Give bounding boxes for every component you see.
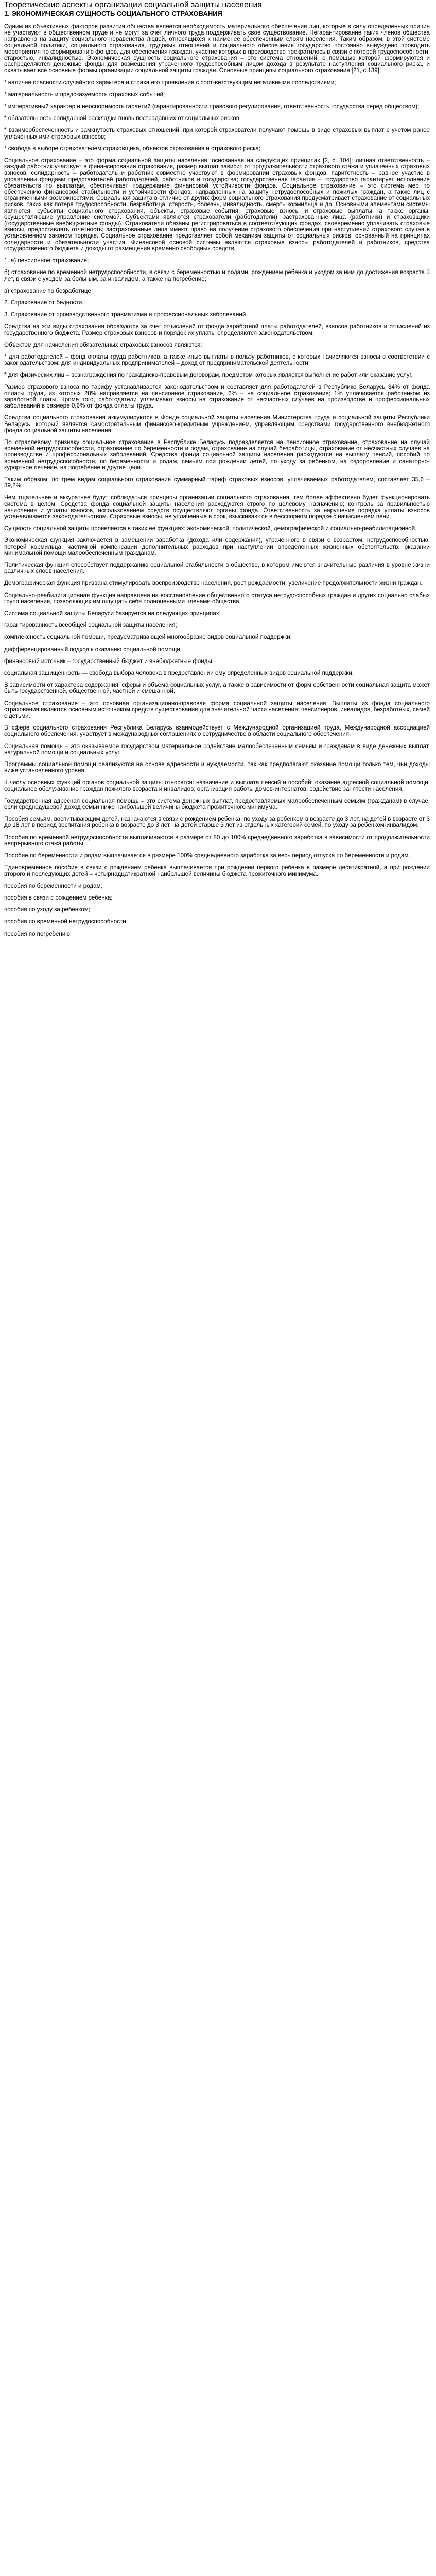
paragraph: В сфере социального страхования Республика Беларусь взаимодействует с Международной организацией труда, Международной ассоциацией социального обеспечения, участвует в международных соглашениях о сотрудничестве в области социального обеспечения.	[4, 724, 430, 738]
list-item: социальная защищенность — свобода выбора человека в предоставлении ему определенных видов социальной поддержки.	[4, 670, 354, 677]
paragraph: К числу основных функций органов социальной защиты относятся: назначение и выплата пенсий и пособий; оказание адресной социальной помощи; социальное обслуживание граждан пожилого возраста и инвалидов; организация работы домов-интернатов; содействие занятости населения.	[4, 779, 430, 792]
list-item: * для работодателей – фонд оплаты труда работников, а также иные выплаты в пользу работников, с которых начисляются взносы в соответствии с законодательством; для индивидуальных предпринимателей – доход от предпринимательской деятельности;	[4, 353, 430, 367]
list-item: 2. Страхование от бедности.	[4, 299, 84, 306]
paragraph: Объектом для начисления обязательных страховых взносов являются:	[4, 341, 202, 348]
paragraph: гарантированность всеобщей социальной защиты населения;	[4, 622, 177, 629]
paragraph: Социальное страхование – это основная организационно-правовая форма социальной защиты населения. Выплаты из фонда социального страхования являются основным источником средств существования для значительной части населения: пенсионеров, инвалидов, безработных, семей с детьми.	[4, 700, 430, 720]
list-item: * взаимообеспеченность и замкнутость страховых отношений, при которой страхователи получают помощь в виде страховых выплат с учетом ранее уплаченных ими страховых взносов;	[4, 127, 430, 140]
paragraph: Средства на эти виды страхования образуются за счет отчислений от фонда заработной платы работодателей, взносов работников и отчислений из государственного бюджета. Размер страховых взносов и порядок их уплаты определяются законодательством.	[4, 323, 430, 336]
list-item: пособия по временной нетрудоспособности;	[4, 918, 128, 925]
paragraph: Сущность социальной защиты проявляется в таких ее функциях: экономической, политической, демографической и социально-реабилитационной.	[4, 525, 417, 532]
paragraph: Единовременное пособие в связи с рождением ребенка выплачивается при рождении первого ребенка в размере десятикратной, а при рождении второго и последующих детей – четырнадцатикратной наибольшей величины бюджета прожиточного минимума.	[4, 864, 430, 877]
list-item: 3. Страхование от производственного травматизма и профессиональных заболеваний.	[4, 311, 248, 318]
list-item: пособия по погребению.	[4, 930, 72, 937]
paragraph: Социальное страхование – это форма социальной защиты населения, основанная на следующих принципах [2, с. 104]: личная ответственность – каждый работник участвует в финансировании страхования, размер выплат зависит от продолжительности страхового стажа и уплаченных страховых взносов; солидарность – работодатель и работник совместно участвуют в формировании страховых фондов; паритетность – равное участие в управлении фондами представителей работодателей, работников и государства; государственная гарантия – государство гарантирует исполнение обязательств по выплатам, обеспечивает поддержание финансовой устойчивости фондов. Социальное страхование – это система мер по обеспечению финансовой стабильности и устойчивости фондов, направленных на защиту нетрудоспособных и пожилых граждан, а также лиц с ограниченными возможностями. Социальная защита в отличие от других форм социального страхования предусматривает страхование от социальных рисков, таких как потеря трудоспособности, безработица, старость, болезнь, инвалидность, смерть кормильца и др. Основными элементами системы являются: субъекты социального страхования, объекты, страховые события, страховые взносы и страховые выплаты, а также органы, осуществляющие управление системой. Субъектами являются страхователи (работодатели), застрахованные лица (работники) и страховщики (государственные внебюджетные фонды). Страхователи обязаны регистрироваться в соответствующих фондах, своевременно уплачивать страховые взносы, предоставлять отчетность; застрахованные лица имеют право на получение страхового обеспечения при наступлении страхового случая в установленном законом порядке. Социальное страхование представляет собой механизм защиты от социальных рисков, основанный на принципах солидарности и обязательности участия. Финансовой основой системы являются страховые взносы работодателей и работников, средства государственного бюджета и доходы от размещения временно свободных средств.	[4, 157, 430, 252]
list-item: 1. а) пенсионное страхование;	[4, 257, 89, 264]
paragraph: пособия по беременности и родам;	[4, 882, 102, 889]
list-item: В зависимости от характера содержания, сферы и объема социальных услуг, а также в зависимости от форм собственности социальная защита может быть государственной, общественной, частной и смешанной.	[4, 682, 430, 695]
paragraph: По отраслевому признаку социальное страхование в Республике Беларусь подразделяется на пенсионное страхование, страхование на случай временной нетрудоспособности, страхование по беременности и родам, страхование на случай безработицы, страхование от несчастных случаев на производстве и профессиональных заболеваний. Средства фонда социальной защиты населения расходуются на выплату пенсий, пособий по временной нетрудоспособности, по беременности и родам, семьям при рождении детей, по уходу за ребенком, на оздоровление и санаторно-курортное лечение, на погребение и другие цели.	[4, 438, 430, 471]
paragraph: Социально-реабилитационная функция направлена на восстановление общественного статуса нетрудоспособных граждан и других социально слабых групп населения, позволяющих им ощущать себя полноценными членами общества.	[4, 591, 430, 605]
paragraph: Система социальной защиты Беларуси базируется на следующих принципах:	[4, 610, 221, 617]
list-item: финансовый источник – государственный бюджет и внебюджетные фонды;	[4, 657, 214, 665]
document-body	[4, 24, 430, 937]
list-item: комплексность социальной помощи, предусматривающей многообразие видов социальной поддержки;	[4, 634, 292, 641]
list-item: * обязательность солидарной раскладки вновь пострадавших от социальных рисков;	[4, 115, 241, 122]
paragraph: Пособия по временной нетрудоспособности выплачиваются в размере от 80 до 100% среднедневного заработка в зависимости от продолжительности непрерывного стажа работы.	[4, 834, 430, 847]
paragraph: Программы социальной помощи реализуются на основе адресности и нуждаемости, так как предполагают оказание помощи только тем, чьи доходы ниже установленного уровня.	[4, 761, 430, 774]
list-item: в) страхование по безработице;	[4, 287, 93, 294]
list-item: * наличие опасности случайного характера и страха его проявления с соот-ветствующим негативными последствиями;	[4, 79, 336, 86]
paragraph: Пособие по беременности и родам выплачивается в размере 100% среднедневного заработка за весь период отпуска по беременности и родам.	[4, 852, 410, 859]
list-item: * материальность и предсказуемость страховых событий;	[4, 91, 165, 98]
paragraph: Экономическая функция заключается в замещении заработка (дохода или содержания), утраченного в связи с возрастом, нетрудоспособностью, потерей кормильца, частичной компенсации дополнительных расходов при наступлении определенных жизненных обстоятельств, оказании минимальной помощи малообеспеченным гражданам.	[4, 537, 430, 556]
paragraph: Одним из объективных факторов развития общества является необходимость материального обеспечения лиц, которые в силу определенных причин не участвуют в общественном труде и не могут за счет личного труда поддерживать свое существование. Негарантирование таких членов общества направлено на защиту социального неравенства людей, относящихся к наименее обеспеченным слоям населения. Таким образом, в этой системе социальной политики, социального страхования, трудовых отношений и социального обеспечения государство постоянно вынуждено проводить мероприятия по формированию фондов, для обеспечения граждан, участие которых в производстве прекратилось в связи с потерей трудоспособности, старостью, инвалидностью. Экономическая сущность социального страхования – это система отношений, с помощью которой формируются и распределяются денежные фонды для возмещения утраченного трудоспособным лицом дохода в результате наступления социального риска, и охватывает все основные формы организации социальной защиты граждан. Основные принципы социального страхования [21, с.139]:	[4, 23, 430, 74]
document	[0, 0, 436, 937]
list-item: пособия в связи с рождением ребенка;	[4, 894, 113, 901]
list-item: дифференцированный подход к оказанию социальной помощи;	[4, 646, 182, 653]
list-item: пособия по уходу за ребенком;	[4, 906, 91, 913]
paragraph: Таким образом, по трем видам социального страхования суммарный тариф страховых взносов, уплачиваемых работодателем, составляет 35,6 – 39,2%.	[4, 476, 430, 489]
list-item: * для физических лиц – вознаграждения по гражданско-правовым договорам, предметом которых является выполнение работ или оказание услуг.	[4, 371, 413, 379]
paragraph: Чем тщательнее и аккуратнее будут соблюдаться принципы организации социального страхования, тем более эффективно будет функционировать система в целом. Средства фонда социальной защиты населения расходуются строго по целевому назначению; контроль за правильностью начисления и уплаты взносов, использованием средств осуществляют органы фонда. Ответственность за нарушение порядка уплаты взносов устанавливается законодательством. Страховые взносы, не уплаченные в срок, взыскиваются в бесспорном порядке с начислением пени.	[4, 494, 430, 520]
list-item: * императивный характер и неоспоримость гарантий (гарантированности правового регулирования, ответственность государства перед обществом);	[4, 103, 420, 110]
document-title: Теоретические аспекты организации социальной защиты населения	[4, 1, 262, 9]
paragraph: Государственная адресная социальная помощь – это система денежных выплат, предоставляемых малообеспеченным семьям (гражданам) в случае, если среднедушевой доход семьи ниже наибольшей величины бюджета прожиточного минимума.	[4, 797, 430, 811]
section-heading: 1. ЭКОНОМИЧЕСКАЯ СУЩНОСТЬ СОЦИАЛЬНОГО СТРАХОВАНИЯ	[4, 10, 222, 18]
paragraph: Демографическая функция призвана стимулировать воспроизводство населения, рост рождаемости, увеличение продолжительности жизни граждан.	[4, 580, 423, 587]
paragraph: Средства социального страхования аккумулируются в Фонде социальной защиты населения Министерства труда и социальной защиты Республики Беларусь, который является самостоятельным финансово-кредитным учреждением, управляющим средствами государственного внебюджетного фонда социальной защиты населения.	[4, 414, 430, 434]
paragraph: Политическая функция способствует поддержанию социальной стабильности в обществе, в котором имеются значительные различия в уровне жизни различных слоев населения.	[4, 562, 430, 575]
list-item: * свобода в выборе страхователем страховщика, объектов страхования и страхового риска;	[4, 145, 261, 152]
paragraph: Пособия семьям, воспитывающим детей, назначаются в связи с рождением ребенка, по уходу за ребенком в возрасте до 3 лет, на детей в возрасте от 3 до 18 лет в период воспитания ребенка в возрасте до 3 лет, на детей старше 3 лет из отдельных категорий семей, по уходу за ребенком-инвалидом.	[4, 816, 430, 829]
paragraph: Размер страхового взноса по тарифу устанавливается законодательством и составляет для работодателей в Республике Беларусь 34% от фонда оплаты труда, из которых 28% направляется на пенсионное страхование, 6% – на социальное страхование; 1% уплачивается работником из заработной платы. Кроме того, работодатели уплачивают взносы на страхование от несчастных случаев на производстве и профессиональных заболеваний в размере 0,6% от фонда оплаты труда.	[4, 383, 430, 410]
list-item: б) страхование по временной нетрудоспособности, в связи с беременностью и родами, рождением ребенка и уходом за ним до достижения возраста 3 лет, в связи с уходом за больным, за инвалидом, а также на погребение;	[4, 269, 430, 282]
paragraph: Социальная помощь – это оказываемое государством материальное содействие малообеспеченным семьям и гражданам в виде денежных выплат, натуральной помощи и социальных услуг.	[4, 742, 430, 756]
